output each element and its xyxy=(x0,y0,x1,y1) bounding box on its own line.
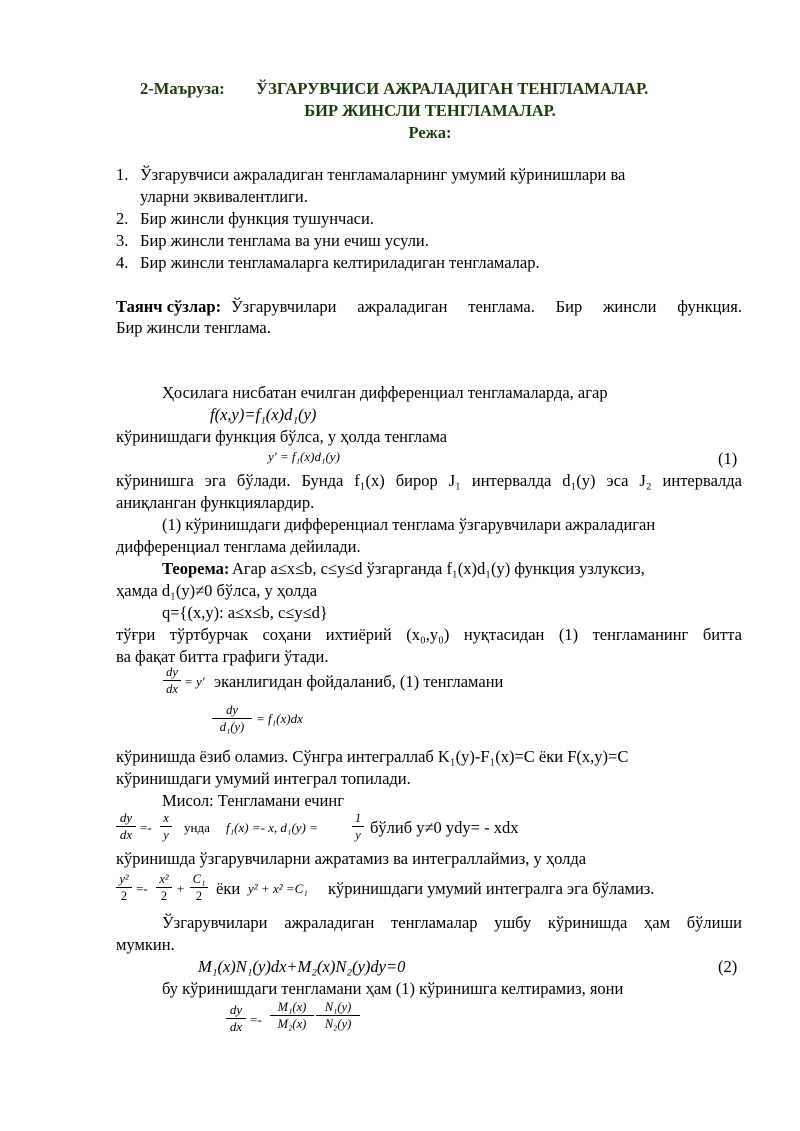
fraction-denominator: dx xyxy=(119,827,133,842)
keywords-line2: Бир жинсли тенглама. xyxy=(116,318,271,337)
plan-item-continuation: уларни эквивалентлиги. xyxy=(140,187,308,206)
fraction-numerator: dy xyxy=(226,703,238,717)
plan-item-text: Бир жинсли функция тушунчаси. xyxy=(140,209,374,228)
integral-fraction-c xyxy=(190,872,208,903)
fraction-bar xyxy=(160,826,172,827)
lecture-number: 2-Маъруза: xyxy=(140,79,225,98)
theorem-label: Теорема: xyxy=(162,559,230,578)
keywords-line1: Ўзгарувчилари ажраладиган тенглама. Бир жинсли функция. xyxy=(231,297,742,316)
example-minus: =- xyxy=(140,820,152,835)
fraction-bar xyxy=(190,887,208,888)
lecture-title-line2: БИР ЖИНСЛИ ТЕНГЛАМАЛАР. xyxy=(304,101,556,120)
fraction-bar xyxy=(352,826,364,827)
fraction-denominator: 2 xyxy=(195,889,203,903)
integral-fraction-x xyxy=(156,872,172,903)
plan-item-text: Ўзгарувчиси ажраладиган тенгламаларнинг умумий кўринишлари ва xyxy=(140,165,626,184)
fraction-numerator: x xyxy=(163,811,169,825)
fraction-denominator: dx xyxy=(229,1019,243,1034)
fraction-numerator: y² xyxy=(119,872,129,886)
separated-fraction xyxy=(212,703,252,734)
plan-heading: Режа: xyxy=(408,123,452,142)
equation-1: y′ = f₁(x)d₁(y) xyxy=(268,449,340,464)
fraction-numerator: dy xyxy=(119,810,133,825)
equation-2: M₁(x)N₁(y)dx+M₂(x)N₂(y)dy=0 xyxy=(198,957,406,976)
paragraph-4a: (1) кўринишдаги дифференциал тенглама ўзгарувчилари ажраладиган xyxy=(162,515,656,534)
fraction-denominator: d₁(y) xyxy=(219,720,245,734)
fraction-denominator: y xyxy=(355,828,361,842)
integral-tail: кўринишдаги умумий интегралга эга бўламиз. xyxy=(328,879,655,898)
integral-minus: =- xyxy=(136,881,148,896)
final-m-fraction xyxy=(270,1000,314,1031)
fraction-bar xyxy=(212,718,252,719)
lecture-title-line1: ЎЗГАРУВЧИСИ АЖРАЛАДИГАН ТЕНГЛАМАЛАР. xyxy=(256,79,649,98)
paragraph-6b: кўринишдаги умумий интеграл топилади. xyxy=(116,769,411,788)
paragraph-3b: аниқланган функциялардир. xyxy=(116,493,315,512)
paragraph-5: эканлигидан фойдаланиб, (1) тенгламани xyxy=(214,672,504,691)
paragraph-7: кўринишда ўзгарувчиларни ажратамиз ва интеграллаймиз, у ҳолда xyxy=(116,849,587,868)
keywords-label: Таянч сўзлар: xyxy=(116,297,222,316)
fraction-bar xyxy=(156,887,172,888)
example-lhs-fraction xyxy=(116,811,136,842)
theorem-set-definition: q={(x,y): a≤x≤b, c≤y≤d} xyxy=(162,603,328,622)
theorem-line-3: тўғри тўртбурчак соҳани ихтиёрий (x₀,y₀) нуқтасидан (1) тенгламанинг битта xyxy=(116,625,742,644)
plan-item-number: 3. xyxy=(116,231,129,250)
integral-sum: y² + x² =C₁ xyxy=(248,881,308,896)
final-minus: =- xyxy=(250,1012,262,1027)
fraction-denominator: N₂(y) xyxy=(324,1017,352,1031)
fraction-numerator: 1 xyxy=(354,811,362,825)
fraction-numerator: x² xyxy=(159,872,169,886)
final-lhs-fraction xyxy=(226,1003,246,1034)
fraction-numerator: C₁ xyxy=(192,872,206,886)
paragraph-4b: дифференциал тенглама дейилади. xyxy=(116,537,361,556)
plan-item-number: 2. xyxy=(116,209,129,228)
fraction-numerator: dy xyxy=(166,665,178,679)
plan-item-text: Бир жинсли тенглама ва уни ечиш усули. xyxy=(140,231,429,250)
equation-1-number: (1) xyxy=(718,449,738,468)
example-one-over-y xyxy=(352,811,364,842)
fraction-bar xyxy=(163,680,181,681)
paragraph-1: Ҳосилага нисбатан ечилган дифференциал тенгламаларда, агар xyxy=(162,383,608,402)
fraction-denominator: y xyxy=(163,828,169,842)
separated-rhs: = f₁(x)dx xyxy=(256,711,303,726)
example-rhs-fraction xyxy=(160,811,172,842)
example-label: Мисол: Тенгламани ечинг xyxy=(162,791,344,810)
derivative-fraction xyxy=(163,665,181,696)
fraction-bar xyxy=(316,1015,360,1016)
derivative-rhs: = y′ xyxy=(184,674,205,689)
theorem-line-2: ҳамда d₁(y)≠0 бўлса, у ҳолда xyxy=(116,581,318,600)
integral-plus: + xyxy=(177,881,185,896)
plan-item-number: 1. xyxy=(116,165,129,184)
fraction-bar xyxy=(116,887,132,888)
plan-item-number: 4. xyxy=(116,253,129,272)
example-tail: бўлиб y≠0 ydy= - xdx xyxy=(370,818,519,837)
plan-item-text: Бир жинсли тенгламаларга келтириладиган тенгламалар. xyxy=(140,253,540,272)
fraction-numerator: M₁(x) xyxy=(277,1000,307,1014)
theorem-line-1: Агар a≤x≤b, c≤y≤d ўзгарганда f₁(x)d₁(y) функция узлуксиз, xyxy=(232,559,645,578)
paragraph-9: бу кўринишдаги тенгламани ҳам (1) кўринишга келтирамиз, яони xyxy=(162,979,624,998)
paragraph-6a: кўринишда ёзиб оламиз. Сўнгра интеграллаб K₁(y)-F₁(x)=C ёки F(x,y)=C xyxy=(116,747,629,766)
fraction-denominator: M₂(x) xyxy=(277,1017,307,1031)
fraction-numerator: N₁(y) xyxy=(324,1000,352,1014)
integral-fraction-y xyxy=(116,872,132,903)
example-functions: f₁(x) =- x, d₁(y) = xyxy=(226,820,318,835)
fraction-bar xyxy=(270,1015,314,1016)
example-unda: унда xyxy=(184,820,210,835)
paragraph-8a: Ўзгарувчилари ажраладиган тенгламалар ушбу кўринишда ҳам бўлиши xyxy=(162,913,742,932)
paragraph-8b: мумкин. xyxy=(116,935,175,954)
integral-eki: ёки xyxy=(216,879,241,898)
theorem-line-4: ва фақат битта графиги ўтади. xyxy=(116,647,329,666)
fraction-denominator: 2 xyxy=(120,889,128,903)
fraction-numerator: dy xyxy=(229,1002,243,1017)
paragraph-3a: кўринишга эга бўлади. Бунда f₁(x) бирор J₁ интервалда d₁(y) эса J₂ интервалда xyxy=(116,471,742,490)
equation-2-number: (2) xyxy=(718,957,738,976)
paragraph-2: кўринишдаги функция бўлса, у ҳолда тенглама xyxy=(116,427,448,446)
fraction-denominator: dx xyxy=(166,682,178,696)
function-definition: f(x,y)=f₁(x)d₁(y) xyxy=(210,405,317,424)
fraction-denominator: 2 xyxy=(160,889,168,903)
final-n-fraction xyxy=(316,1000,360,1031)
